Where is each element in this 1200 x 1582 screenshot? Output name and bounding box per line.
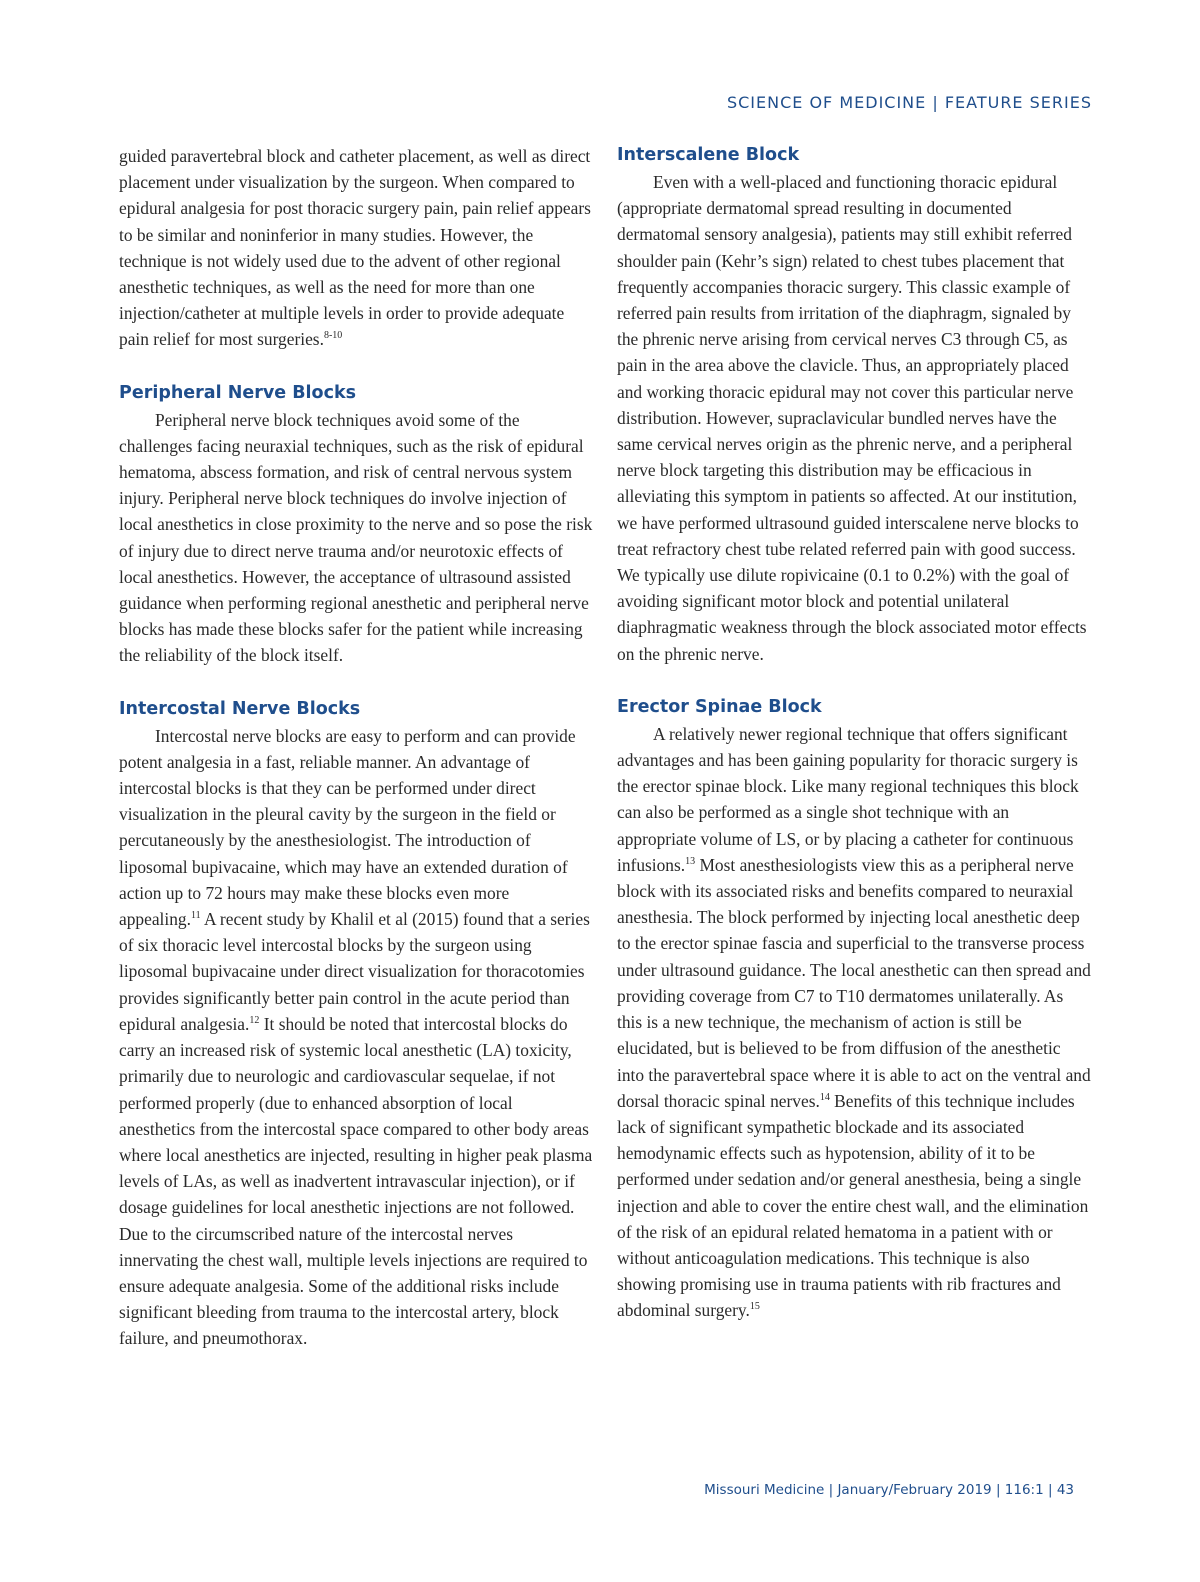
running-header: SCIENCE OF MEDICINE | FEATURE SERIES xyxy=(726,93,1092,112)
intercostal-text-2: A recent study by Khalil et al (2015) found that a series of six thoracic level intercostal blocks by the surgeon using liposomal bupivacaine under direct visualization for thoracotomies provides significantly better pain control in the acute period than epidural analgesia. xyxy=(119,909,590,1034)
reference-marker: 8-10 xyxy=(323,330,343,342)
intercostal-section xyxy=(119,697,593,1352)
reference-marker: 11 xyxy=(190,910,201,922)
interscalene-paragraph: Even with a well-placed and functioning thoracic epidural (appropriate dermatomal spread resulting in documented dermatomal sensory analgesia), patients may still exhibit referred shoulder pain (Kehr’s sign) related to chest tubes placement that frequently accompanies thoracic surgery. This classic example of referred pain results from irritation of the diaphragm, signaled by the phrenic nerve arising from cervical nerves C3 through C5, as pain in the area above the clavicle. Thus, an appropriately placed and working thoracic epidural may not cover this particular nerve distribution. However, supraclavicular bundled nerves have the same cervical nerves origin as the phrenic nerve, and a peripheral nerve block targeting this distribution may be efficacious in alleviating this symptom in patients so affected. At our institution, we have performed ultrasound guided interscalene nerve blocks to treat refractory chest tube related referred pain with good success. We typically use dilute ropivicaine (0.1 to 0.2%) with the goal of avoiding significant motor block and potential unilateral diaphragmatic weakness through the block associated motor effects on the phrenic nerve. xyxy=(617,172,1087,664)
reference-marker: 14 xyxy=(819,1091,830,1103)
right-column xyxy=(617,143,1091,1324)
section-heading-interscalene: Interscalene Block xyxy=(617,145,800,165)
section-heading-intercostal: Intercostal Nerve Blocks xyxy=(119,698,361,719)
continuation-text: guided paravertebral block and catheter placement, as well as direct placement under visualization by the surgeon. When compared to epidural analgesia for post thoracic surgery pain, pain relief appears to be similar and noninferior in many studies. However, the technique is not widely used due to the advent of other regional anesthetic techniques, as well as the need for more than one injection/catheter at multiple levels in order to provide adequate pain relief for most surgeries. xyxy=(119,146,591,350)
section-heading-peripheral: Peripheral Nerve Blocks xyxy=(119,382,357,403)
erector-text-1: A relatively newer regional technique that offers significant advantages and has been gaining popularity for thoracic surgery is the erector spinae block. Like many regional techniques this block can also be performed as a single shot technique with an appropriate volume of LS, or by placing a catheter for continuous infusions. xyxy=(617,723,1079,875)
peripheral-section xyxy=(119,381,593,669)
section-heading-erector: Erector Spinae Block xyxy=(617,696,822,717)
intercostal-paragraph xyxy=(119,723,593,1352)
reference-marker: 12 xyxy=(249,1015,260,1027)
intercostal-text-3: It should be noted that intercostal blocks do carry an increased risk of systemic local anesthetic (LA) toxicity, primarily due to neurologic and cardiovascular sequelae, if not performed properly (due to enhanced absorption of local anesthetics from the intercostal space compared to other body areas where local anesthetics are injected, resulting in higher peak plasma levels of LAs, as well as inadvertent intravascular injection), or if dosage guidelines for local anesthetic injections are not followed. Due to the circumscribed nature of the intercostal nerves innervating the chest wall, multiple levels injections are required to ensure adequate analgesia. Some of the additional risks include significant bleeding from trauma to the intercostal artery, block failure, and pneumothorax. xyxy=(119,1013,593,1349)
continuation-paragraph xyxy=(119,143,593,353)
erector-paragraph xyxy=(617,721,1091,1324)
page-footer: Missouri Medicine | January/February 2019 | 116:1 | 43 xyxy=(704,1482,1074,1498)
erector-text-2: Most anesthesiologists view this as a peripheral nerve block with its associated risks and benefits compared to neuraxial anesthesia. The block performed by injecting local anesthetic deep to the erector spinae fascia and superficial to the transverse process under ultrasound guidance. The local anesthetic can then spread and providing coverage from C7 to T10 dermatomes unilaterally. As this is a new technique, the mechanism of action is still be elucidated, but is believed to be from diffusion of the anesthetic into the paravertebral space where it is able to act on the ventral and dorsal thoracic spinal nerves. xyxy=(617,854,1091,1111)
reference-marker: 15 xyxy=(749,1301,760,1313)
interscalene-section xyxy=(617,143,1091,667)
left-column xyxy=(119,143,593,1352)
erector-text-3: Benefits of this technique includes lack of significant sympathetic blockade and its associated hemodynamic effects such as hypotension, ability of it to be performed under sedation and/or general anesthesia, being a single injection and able to cover the entire chest wall, and the elimination of the risk of an epidural related hematoma in a patient with or without anticoagulation medications. This technique is also showing promising use in trauma patients with rib fractures and abdominal surgery. xyxy=(617,1090,1089,1321)
erector-section xyxy=(617,695,1091,1324)
reference-marker: 13 xyxy=(685,856,696,868)
intercostal-text-1: Intercostal nerve blocks are easy to perform and can provide potent analgesia in a fast, reliable manner. An advantage of intercostal blocks is that they can be performed under direct visualization in the pleural cavity by the surgeon in the field or percutaneously by the anesthesiologist. The introduction of liposomal bupivacaine, which may have an extended duration of action up to 72 hours may make these blocks even more appealing. xyxy=(119,725,576,930)
peripheral-paragraph: Peripheral nerve block techniques avoid some of the challenges facing neuraxial techniques, such as the risk of epidural hematoma, abscess formation, and risk of central nervous system injury. Peripheral nerve block techniques do involve injection of local anesthetics in close proximity to the nerve and so pose the risk of injury due to direct nerve trauma and/or neurotoxic effects of local anesthetics. However, the acceptance of ultrasound assisted guidance when performing regional anesthetic and peripheral nerve blocks has made these blocks safer for the patient while increasing the reliability of the block itself. xyxy=(119,409,593,666)
continuation-section xyxy=(119,143,593,353)
